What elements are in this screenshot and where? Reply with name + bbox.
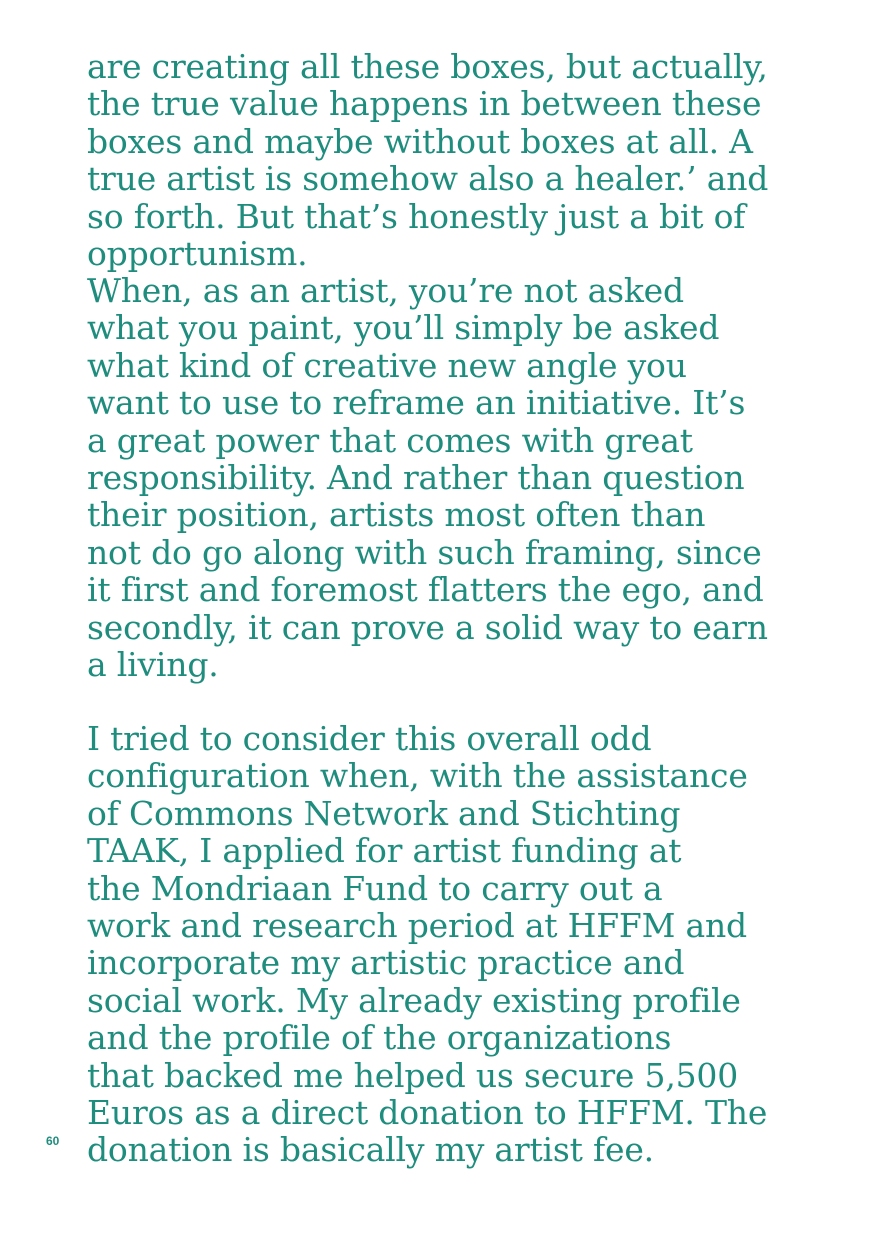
text-line: a living. xyxy=(87,645,219,685)
text-line: what kind of creative new angle you xyxy=(87,345,687,385)
text-line: opportunism. xyxy=(87,234,308,274)
paragraph-funding xyxy=(87,720,767,1169)
text-line: incorporate my artistic practice and xyxy=(87,943,685,983)
text-line: configuration when, with the assistance xyxy=(87,756,748,796)
text-line: I tried to consider this overall odd xyxy=(87,719,652,758)
text-line: donation is basically my artist fee. xyxy=(87,1130,654,1170)
text-line: responsibility. And rather than question xyxy=(87,458,745,498)
paragraph-continuation xyxy=(87,48,768,272)
page-number: 60 xyxy=(46,1134,60,1148)
text-line: When, as an artist, you’re not asked xyxy=(87,271,684,310)
text-line: work and research period at HFFM and xyxy=(87,906,747,946)
text-line: are creating all these boxes, but actually, xyxy=(87,47,768,86)
text-line: secondly, it can prove a solid way to earn xyxy=(87,607,768,647)
text-line: social work. My already existing profile xyxy=(87,980,741,1020)
text-line: not do go along with such framing, since xyxy=(87,532,762,572)
text-line: and the profile of the organizations xyxy=(87,1018,672,1058)
paragraph-artist-framing xyxy=(87,272,768,683)
text-line: boxes and maybe without boxes at all. A xyxy=(87,121,753,161)
text-line: Euros as a direct donation to HFFM. The xyxy=(87,1093,768,1133)
text-line: TAAK, I applied for artist funding at xyxy=(87,831,682,871)
text-line: the true value happens in between these xyxy=(87,84,762,124)
text-line: true artist is somehow also a healer.’ and xyxy=(87,159,769,199)
text-line: what you paint, you’ll simply be asked xyxy=(87,308,720,348)
text-line: so forth. But that’s honestly just a bit of xyxy=(87,196,746,236)
text-line: want to use to reframe an initiative. It’s xyxy=(87,383,746,423)
text-line: of Commons Network and Stichting xyxy=(87,793,681,833)
text-line: their position, artists most often than xyxy=(87,495,706,535)
text-line: the Mondriaan Fund to carry out a xyxy=(87,868,663,908)
text-line: a great power that comes with great xyxy=(87,420,693,460)
text-line: it first and foremost flatters the ego, and xyxy=(87,570,764,610)
text-line: that backed me helped us secure 5,500 xyxy=(87,1055,739,1095)
